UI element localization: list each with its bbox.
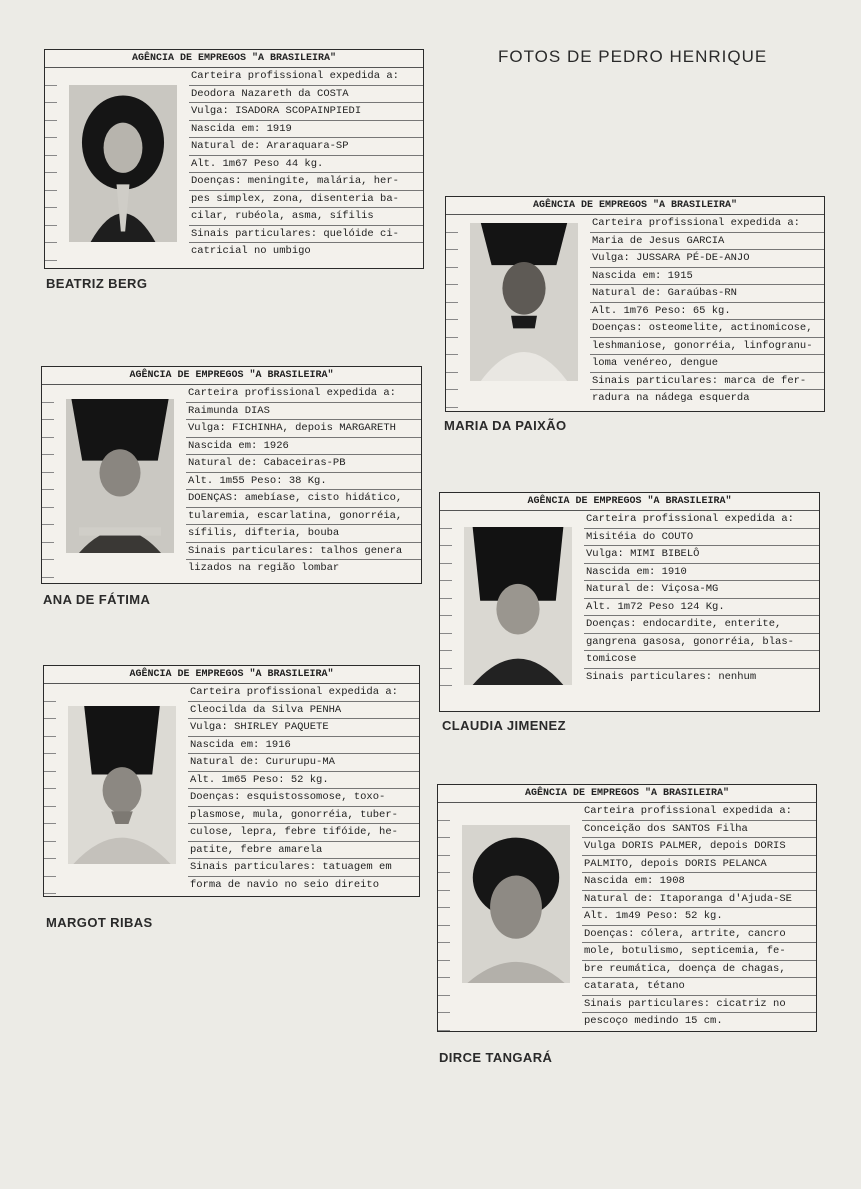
field-row: mole, botulismo, septicemia, fe- [582, 943, 816, 961]
field-row: Alt. 1m72 Peso 124 Kg. [584, 599, 819, 617]
field-row: Sinais particulares: cicatriz no [582, 996, 816, 1014]
field-row: pes simplex, zona, disenteria ba- [189, 191, 423, 209]
photo-credit: FOTOS DE PEDRO HENRIQUE [498, 47, 768, 66]
portrait-photo [69, 85, 177, 242]
field-row: Natural de: Cabaceiras-PB [186, 455, 421, 473]
card-header: AGÊNCIA DE EMPREGOS "A BRASILEIRA" [42, 367, 421, 385]
field-row: Natural de: Araraquara-SP [189, 138, 423, 156]
field-row: tularemia, escarlatina, gonorréia, [186, 508, 421, 526]
field-row: Natural de: Itaporanga d'Ajuda-SE [582, 891, 816, 909]
field-row: Doenças: esquistossomose, toxo- [188, 789, 419, 807]
field-row: gangrena gasosa, gonorréia, blas- [584, 634, 819, 652]
card-header: AGÊNCIA DE EMPREGOS "A BRASILEIRA" [446, 197, 824, 215]
card-header: AGÊNCIA DE EMPREGOS "A BRASILEIRA" [45, 50, 423, 68]
name-label: ANA DE FÁTIMA [43, 592, 151, 607]
field-row: loma venéreo, dengue [590, 355, 824, 373]
field-row: Cleocilda da Silva PENHA [188, 702, 419, 720]
field-row: DOENÇAS: amebíase, cisto hidático, [186, 490, 421, 508]
field-row: Carteira profissional expedida a: [188, 684, 419, 702]
field-row: Nascida em: 1915 [590, 268, 824, 286]
field-row: Doenças: osteomelite, actinomicose, [590, 320, 824, 338]
field-row: Carteira profissional expedida a: [189, 68, 423, 86]
field-row: Carteira profissional expedida a: [582, 803, 816, 821]
field-row: Doenças: endocardite, enterite, [584, 616, 819, 634]
portrait-photo [470, 223, 578, 381]
field-row: Conceição dos SANTOS Filha [582, 821, 816, 839]
portrait-photo [464, 527, 572, 685]
field-row: culose, lepra, febre tifóide, he- [188, 824, 419, 842]
field-row: Alt. 1m76 Peso: 65 kg. [590, 303, 824, 321]
id-card-beatriz-berg [44, 49, 424, 269]
field-row: Natural de: Cururupu-MA [188, 754, 419, 772]
portrait-photo [66, 399, 174, 553]
id-card-claudia-jimenez [439, 492, 820, 712]
id-card-ana-de-fatima [41, 366, 422, 584]
field-row: Vulga: SHIRLEY PAQUETE [188, 719, 419, 737]
field-row: Nascida em: 1919 [189, 121, 423, 139]
field-row: Natural de: Garaúbas-RN [590, 285, 824, 303]
field-row: patite, febre amarela [188, 842, 419, 860]
name-label: DIRCE TANGARÁ [439, 1050, 553, 1065]
field-row: cilar, rubéola, asma, sífilis [189, 208, 423, 226]
field-row: catricial no umbigo [191, 245, 311, 257]
field-row: pescoço medindo 15 cm. [584, 1015, 723, 1027]
field-row: Natural de: Viçosa-MG [584, 581, 819, 599]
name-label: MARGOT RIBAS [46, 915, 153, 930]
field-row: bre reumática, doença de chagas, [582, 961, 816, 979]
name-label: MARIA DA PAIXÃO [444, 418, 567, 433]
field-row: Vulga: FICHINHA, depois MARGARETH [186, 420, 421, 438]
field-row: Doenças: meningite, malária, her- [189, 173, 423, 191]
field-row: Alt. 1m67 Peso 44 kg. [189, 156, 423, 174]
field-row: radura na nádega esquerda [592, 392, 750, 404]
name-label: BEATRIZ BERG [46, 276, 148, 291]
field-row: Deodora Nazareth da COSTA [189, 86, 423, 104]
field-row: Alt. 1m49 Peso: 52 kg. [582, 908, 816, 926]
card-header: AGÊNCIA DE EMPREGOS "A BRASILEIRA" [438, 785, 816, 803]
field-row: sífilis, difteria, bouba [186, 525, 421, 543]
field-row: tomicose [584, 651, 819, 669]
field-row: Misitéia do COUTO [584, 529, 819, 547]
field-row: forma de navio no seio direito [190, 878, 380, 891]
card-header: AGÊNCIA DE EMPREGOS "A BRASILEIRA" [440, 493, 819, 511]
field-row: catarata, tétano [582, 978, 816, 996]
field-row: Vulga: MIMI BIBELÔ [584, 546, 819, 564]
id-card-maria-da-paixao [445, 196, 825, 412]
id-card-margot-ribas [43, 665, 420, 897]
field-row: Sinais particulares: tatuagem em [188, 859, 419, 877]
field-row: Alt. 1m65 Peso: 52 kg. [188, 772, 419, 790]
field-row: Sinais particulares: marca de fer- [590, 373, 824, 391]
field-row: Sinais particulares: nenhum [586, 670, 757, 683]
field-row: Nascida em: 1926 [186, 438, 421, 456]
portrait-photo [68, 706, 176, 864]
field-row: Carteira profissional expedida a: [186, 385, 421, 403]
field-row: Nascida em: 1910 [584, 564, 819, 582]
field-row: lizados na região lombar [188, 562, 340, 574]
field-row: Alt. 1m55 Peso: 38 Kg. [186, 473, 421, 491]
field-row: PALMITO, depois DORIS PELANCA [582, 856, 816, 874]
field-row: Sinais particulares: talhos genera [186, 543, 421, 561]
field-row: Vulga DORIS PALMER, depois DORIS [582, 838, 816, 856]
field-row: Maria de Jesus GARCIA [590, 233, 824, 251]
field-row: Sinais particulares: quelóide ci- [189, 226, 423, 244]
field-row: Vulga: JUSSARA PÉ-DE-ANJO [590, 250, 824, 268]
portrait-photo [462, 825, 570, 983]
field-row: leshmaniose, gonorréia, linfogranu- [590, 338, 824, 356]
id-card-dirce-tangara [437, 784, 817, 1032]
field-row: Nascida em: 1916 [188, 737, 419, 755]
field-row: Doenças: cólera, artrite, cancro [582, 926, 816, 944]
field-row: Carteira profissional expedida a: [584, 511, 819, 529]
field-row: plasmose, mula, gonorréia, tuber- [188, 807, 419, 825]
field-row: Vulga: ISADORA SCOPAINPIEDI [189, 103, 423, 121]
field-row: Nascida em: 1908 [582, 873, 816, 891]
field-row: Carteira profissional expedida a: [590, 215, 824, 233]
field-row: Raimunda DIAS [186, 403, 421, 421]
name-label: CLAUDIA JIMENEZ [442, 718, 566, 733]
card-header: AGÊNCIA DE EMPREGOS "A BRASILEIRA" [44, 666, 419, 684]
